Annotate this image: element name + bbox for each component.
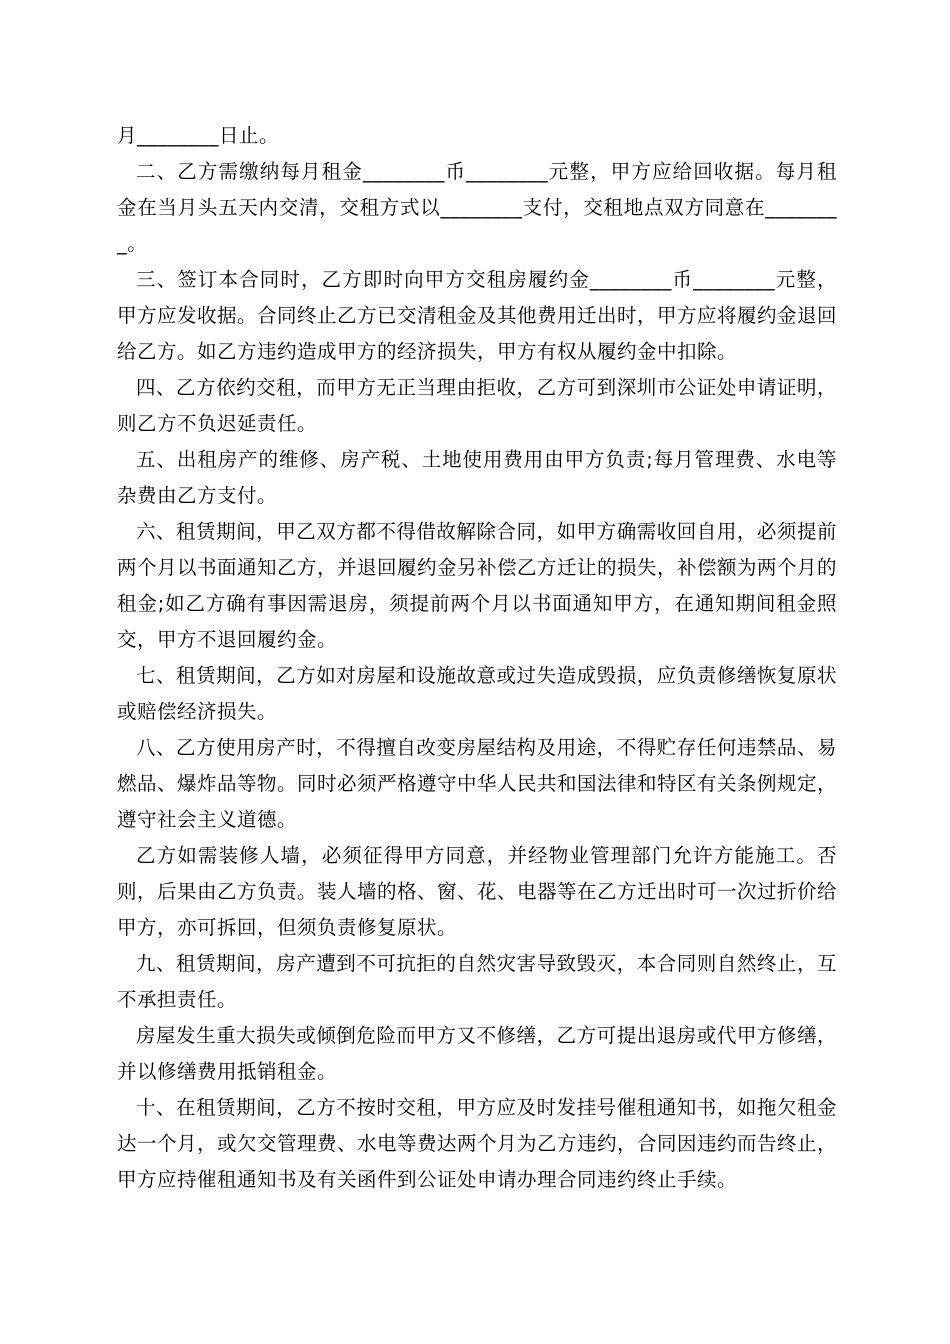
paragraph-clause-6: 六、租赁期间，甲乙双方都不得借故解除合同，如甲方确需收回自用，必须提前两个月以书面通知乙方，并退回履约金另补偿乙方迁让的损失，补偿额为两个月的租金;如乙方确有事因需退房，须提前两个月以书面通知甲方，在通知期间租金照交，甲方不退回履约金。 [117,520,838,651]
paragraph-clause-5: 五、出租房产的维修、房产税、土地使用费用由甲方负责;每月管理费、水电等杂费由乙方支付。 [117,448,837,507]
paragraph-end-date: 月________日止。 [117,124,280,147]
document-page [117,118,837,1198]
paragraph-clause-8-decoration: 乙方如需装修人墙，必须征得甲方同意，并经物业管理部门允许方能施工。否则，后果由乙方负责。装人墙的格、窗、花、电器等在乙方迁出时可一次过折价给甲方，亦可拆回，但须负责修复原状。 [117,844,838,939]
paragraph-clause-7: 七、租赁期间，乙方如对房屋和设施故意或过失造成毁损，应负责修缮恢复原状或赔偿经济损失。 [117,664,837,723]
paragraph-clause-9-repair: 房屋发生重大损失或倾倒危险而甲方又不修缮，乙方可提出退房或代甲方修缮，并以修缮费用抵销租金。 [117,1024,837,1083]
paragraph-clause-2: 二、乙方需缴纳每月租金________币________元整，甲方应给回收据。每月租金在当月头五天内交清，交租方式以________支付，交租地点双方同意在________。 [117,160,837,255]
paragraph-clause-9: 九、租赁期间，房产遭到不可抗拒的自然灾害导致毁灭，本合同则自然终止，互不承担责任。 [117,952,837,1011]
paragraph-clause-8: 八、乙方使用房产时，不得擅自改变房屋结构及用途，不得贮存任何违禁品、易燃品、爆炸品等物。同时必须严格遵守中华人民共和国法律和特区有关条例规定，遵守社会主义道德。 [117,736,838,831]
paragraph-clause-3: 三、签订本合同时，乙方即时向甲方交租房履约金________币________元整，甲方应发收据。合同终止乙方已交清租金及其他费用迁出时，甲方应将履约金退回给乙方。如乙方违约造成甲方的经济损失，甲方有权从履约金中扣除。 [117,268,838,363]
paragraph-clause-10: 十、在租赁期间，乙方不按时交租，甲方应及时发挂号催租通知书，如拖欠租金达一个月，或欠交管理费、水电等费达两个月为乙方违约，合同因违约而告终止，甲方应持催租通知书及有关函件到公证处申请办理合同违约终止手续。 [117,1096,838,1191]
paragraph-clause-4: 四、乙方依约交租，而甲方无正当理由拒收，乙方可到深圳市公证处申请证明，则乙方不负迟延责任。 [117,376,837,435]
